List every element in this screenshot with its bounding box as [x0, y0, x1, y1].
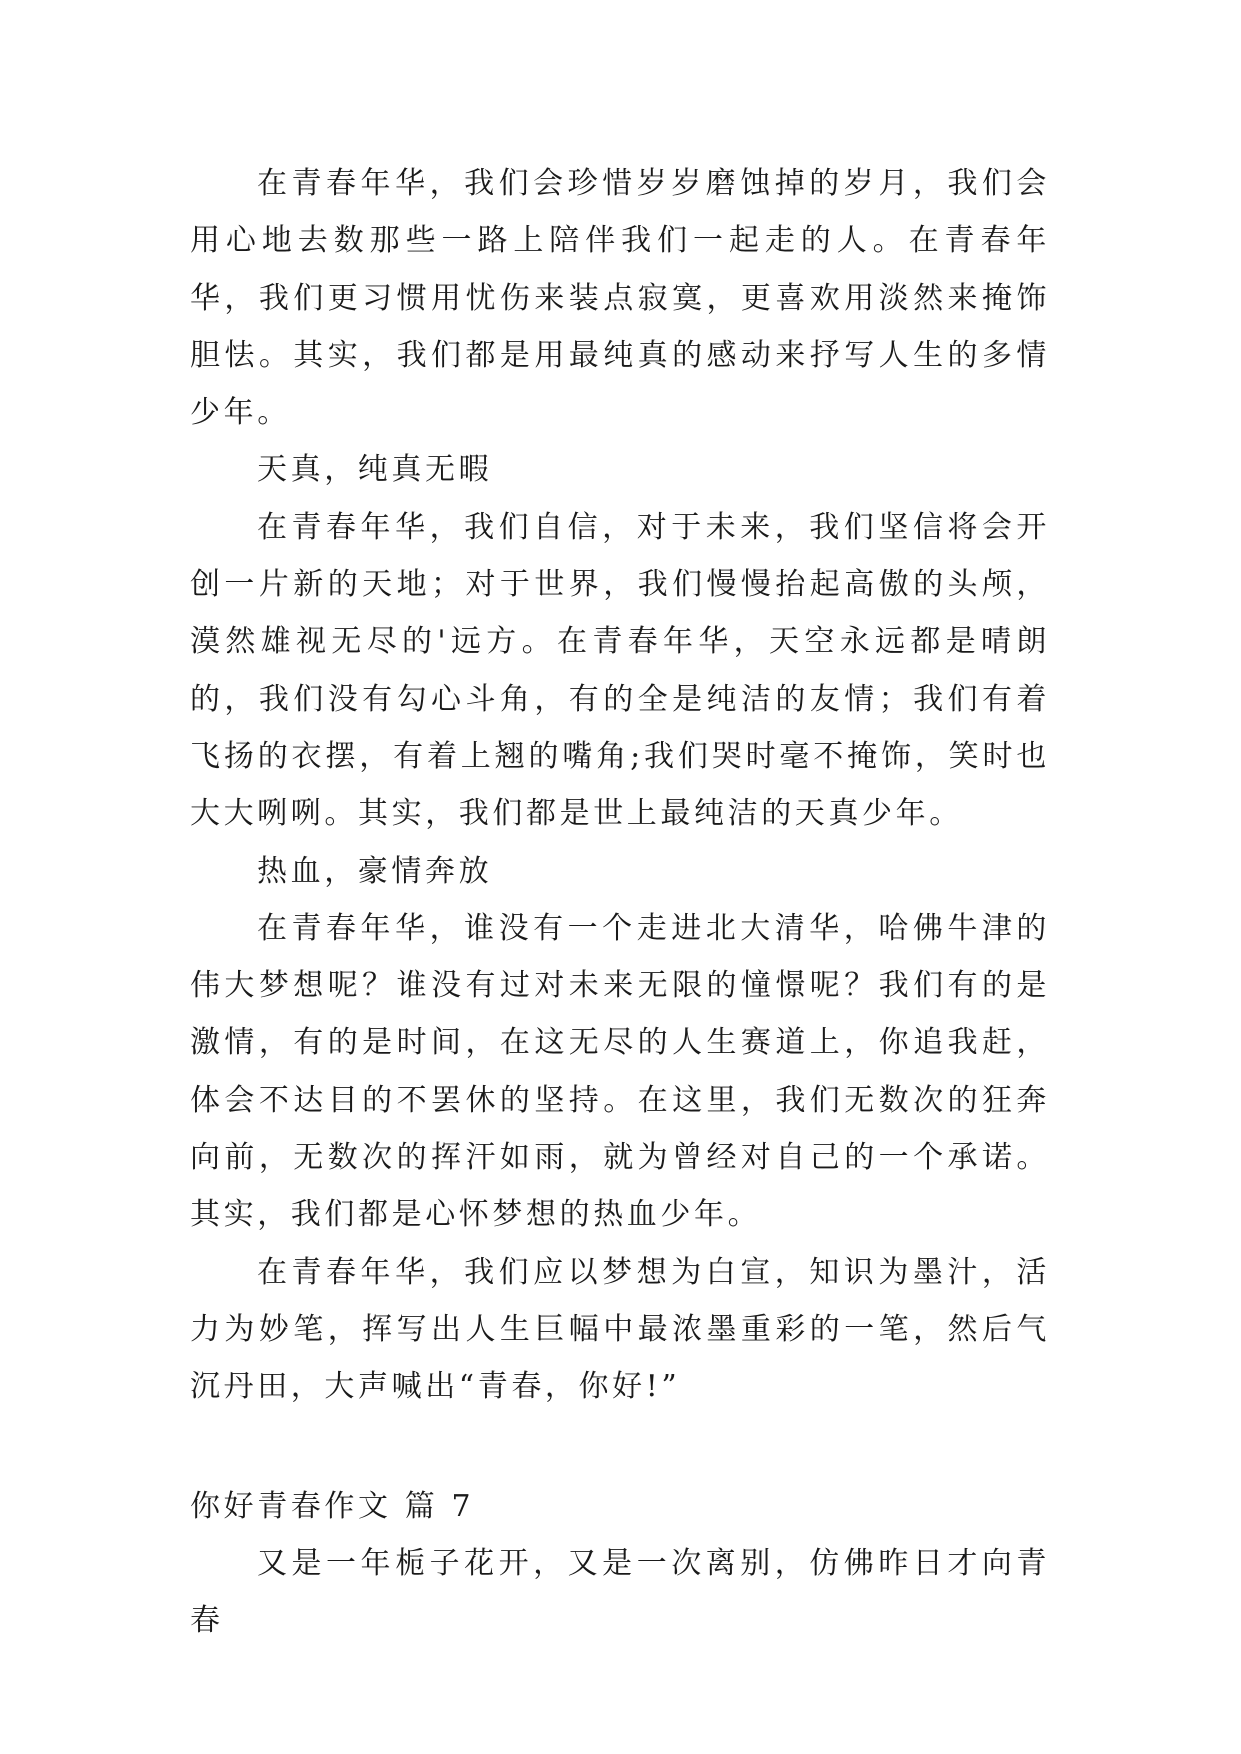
- paragraph-gardenia-bloom: 又是一年栀子花开，又是一次离别，仿佛昨日才向青春: [190, 1545, 1050, 1639]
- subheading-passion: 热血，豪情奔放: [257, 853, 493, 889]
- paragraph-hello-youth: 在青春年华，我们应以梦想为白宣，知识为墨汁，活力为妙笔，挥写出人生巨幅中最浓墨重彩的一笔，然后气沉丹田，大声喊出“青春，你好!”: [190, 1254, 1050, 1405]
- section-spacer: [190, 1416, 1050, 1478]
- document-page: [190, 155, 1050, 1649]
- essay-section-title: 你好青春作文 篇 7: [190, 1488, 475, 1524]
- paragraph-innocent-youth: 在青春年华，我们自信，对于未来，我们坚信将会开创一片新的天地；对于世界，我们慢慢抬起高傲的头颅，漠然雄视无尽的'远方。在青春年华，天空永远都是晴朗的，我们没有勾心斗角，有的全是纯洁的友情；我们有着飞扬的衣摆，有着上翘的嘴角;我们哭时毫不掩饰，笑时也大大咧咧。其实，我们都是世上最纯洁的天真少年。: [190, 509, 1050, 832]
- paragraph-passionate-youth: 在青春年华，谁没有一个走进北大清华，哈佛牛津的伟大梦想呢？谁没有过对未来无限的憧憬呢？我们有的是激情，有的是时间，在这无尽的人生赛道上，你追我赶，体会不达目的不罢休的坚持。在这里，我们无数次的狂奔向前，无数次的挥汗如雨，就为曾经对自己的一个承诺。其实，我们都是心怀梦想的热血少年。: [190, 910, 1050, 1233]
- paragraph-cherish-years: 在青春年华，我们会珍惜岁岁磨蚀掉的岁月，我们会用心地去数那些一路上陪伴我们一起走的人。在青春年华，我们更习惯用忧伤来装点寂寞，更喜欢用淡然来掩饰胆怯。其实，我们都是用最纯真的感动来抒写人生的多情少年。: [190, 166, 1050, 431]
- subheading-innocence: 天真，纯真无暇: [257, 452, 493, 488]
